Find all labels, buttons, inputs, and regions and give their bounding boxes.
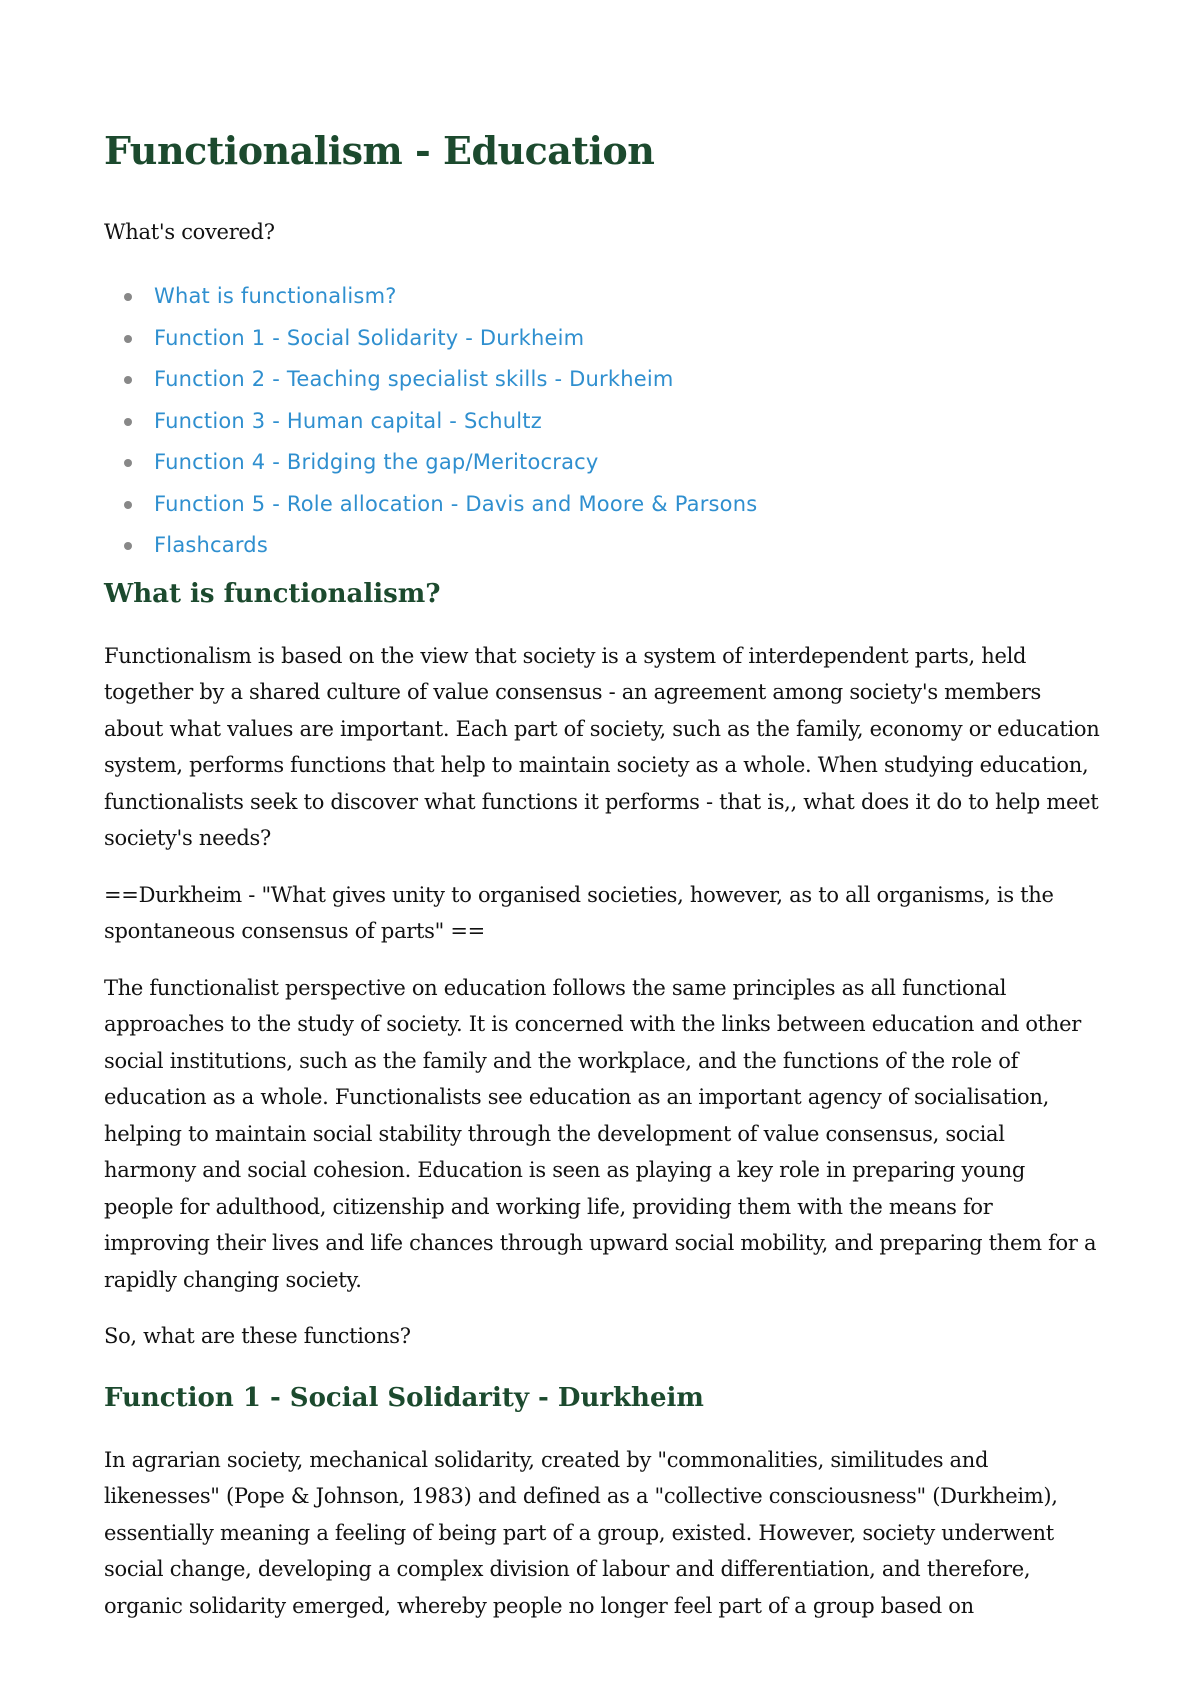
toc-item	[124, 318, 1100, 360]
toc-item	[124, 276, 1100, 318]
toc-link-function-1[interactable]: Function 1 - Social Solidarity - Durkheim	[154, 325, 585, 350]
toc-item	[124, 359, 1100, 401]
toc-item	[124, 525, 1100, 567]
toc-item	[124, 401, 1100, 443]
bullet-icon	[124, 501, 132, 509]
table-of-contents	[104, 276, 1100, 567]
toc-link-flashcards[interactable]: Flashcards	[154, 533, 268, 558]
paragraph: Functionalism is based on the view that society is a system of interdependent parts, held together by a shared culture of value consensus - an agreement among society's members about what values are important. Each part of society, such as the family, economy or education system, performs functions that help to maintain society as a whole. When studying education, functionalists seek to discover what functions it performs - that is,, what does it do to help meet society's needs?	[104, 643, 1100, 851]
page-title: Functionalism - Education	[104, 128, 655, 173]
bullet-icon	[124, 293, 132, 301]
section-heading-function-1: Function 1 - Social Solidarity - Durkheim	[104, 1382, 704, 1413]
toc-link-function-3[interactable]: Function 3 - Human capital - Schultz	[154, 408, 542, 433]
bullet-icon	[124, 376, 132, 384]
bullet-icon	[124, 459, 132, 467]
paragraph: The functionalist perspective on education follows the same principles as all functional approaches to the study of society. It is concerned with the links between education and other social institutions, such as the family and the workplace, and the functions of the role of education as a whole. Functionalists see education as an important agency of socialisation, helping to maintain social stability through the development of value consensus, social harmony and social cohesion. Education is seen as playing a key role in preparing young people for adulthood, citizenship and working life, providing them with the means for improving their lives and life chances through upward social mobility, and preparing them for a rapidly changing society.	[104, 975, 1097, 1292]
bullet-icon	[124, 335, 132, 343]
section-heading-what-is-functionalism: What is functionalism?	[104, 578, 441, 609]
paragraph: So, what are these functions?	[104, 1324, 411, 1349]
toc-item	[124, 484, 1100, 526]
bullet-icon	[124, 418, 132, 426]
paragraph: In agrarian society, mechanical solidarity, created by "commonalities, similitudes and likenesses" (Pope & Johnson, 1983) and defined as a "collective consciousness" (Durkheim), essentially meaning a feeling of being part of a group, existed. However, society underwent social change, developing a complex division of labour and differentiation, and therefore, organic solidarity emerged, whereby people no longer feel part of a group based on	[104, 1447, 1058, 1618]
toc-link-function-5[interactable]: Function 5 - Role allocation - Davis and Moore & Parsons	[154, 491, 758, 516]
covered-label: What's covered?	[104, 219, 275, 244]
quote-paragraph: ==Durkheim - "What gives unity to organised societies, however, as to all organisms, is the spontaneous consensus of parts" ==	[104, 882, 1054, 944]
bullet-icon	[124, 542, 132, 550]
toc-item	[124, 442, 1100, 484]
toc-link-function-2[interactable]: Function 2 - Teaching specialist skills - Durkheim	[154, 367, 674, 392]
toc-link-what-is-functionalism[interactable]: What is functionalism?	[154, 284, 397, 309]
toc-link-function-4[interactable]: Function 4 - Bridging the gap/Meritocracy	[154, 450, 599, 475]
